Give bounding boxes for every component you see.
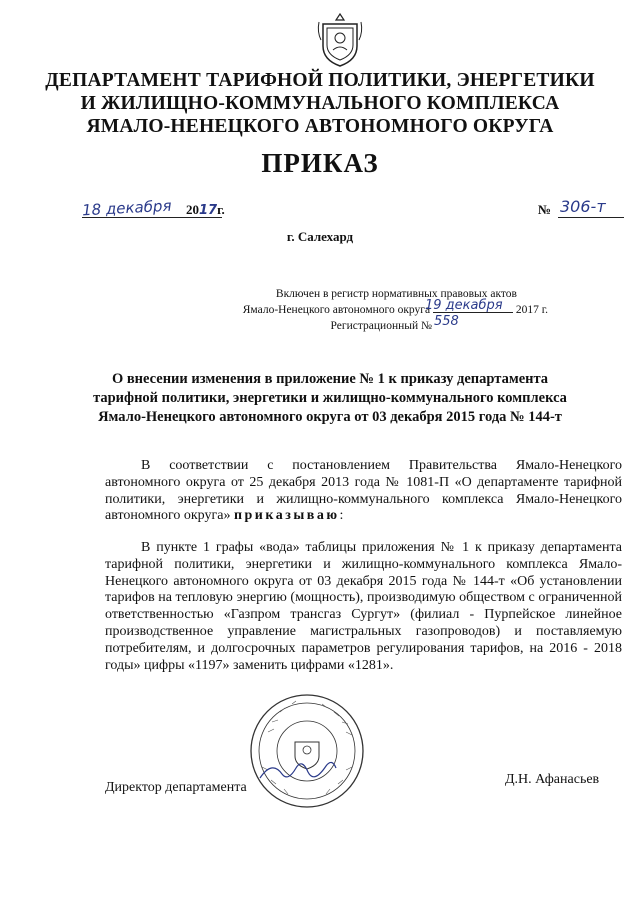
registry-line-1: Включен в регистр нормативных правовых актов (275, 288, 517, 300)
paragraph-1 (105, 458, 622, 525)
coat-of-arms-icon (315, 10, 365, 68)
number-underline (558, 217, 624, 218)
department-title-line-2: И ЖИЛИЩНО-КОММУНАЛЬНОГО КОМПЛЕКСА (80, 93, 560, 114)
paragraph-2-text: В пункте 1 графы «вода» таблицы приложения № 1 к приказу департамента тарифной политики, энергетики и жилищно-коммунального комплекса Ямало-Ненецкого автономного округа от 03 декабря 2015 года № 144-т «Об установлении тарифов на тепловую энергию (мощность), производимую обществом с ограниченной ответственностью «Газпром трансгаз Сургут» (филиал - Пурпейское линейное производственное управление магистральных газопроводов) и поставляемую потребителям, и долгосрочных параметров регулирования тарифов, на 2016 - 2018 годы» цифры «1197» заменить цифрами «1281». (105, 540, 622, 673)
handwritten-date: 18 декабря (81, 196, 172, 220)
number-label: № (538, 202, 552, 217)
handwritten-signature (258, 758, 338, 788)
city: г. Салехард (286, 229, 354, 244)
date-year (186, 202, 225, 218)
registry-date-handwritten: 19 декабря (425, 298, 503, 313)
subject-line-3: Ямало-Ненецкого автономного округа от 03 декабря 2015 года № 144-т (98, 409, 562, 425)
department-title-line-1: ДЕПАРТАМЕНТ ТАРИФНОЙ ПОЛИТИКИ, ЭНЕРГЕТИКИ (45, 70, 595, 91)
registry-line-3: Регистрационный № (330, 320, 432, 332)
year-prefix: 20 (186, 202, 199, 217)
registry-year: 2017 г. (515, 304, 548, 316)
year-suffix: г. (217, 202, 225, 217)
order-keyword: приказываю (233, 508, 340, 524)
official-seal (248, 692, 366, 810)
signatory-name: Д.Н. Афанасьев (505, 772, 600, 787)
registry-region: Ямало-Ненецкого автономного округа (242, 304, 431, 316)
paragraph-1-text: В соответствии с постановлением Правительства Ямало-Ненецкого автономного округа от 25 декабря 2013 года № 1081-П «О департаменте тарифной политики, энергетики и жилищно-коммунального комплекса Ямало-Ненецкого автономного округа» (105, 458, 622, 524)
signatory-position: Директор департамента (105, 780, 247, 795)
subject-line-2: тарифной политики, энергетики и жилищно-коммунального комплекса (93, 390, 567, 406)
document-type: ПРИКАЗ (261, 148, 379, 178)
subject-line-1: О внесении изменения в приложение № 1 к приказу департамента (111, 371, 549, 387)
order-subject (70, 370, 590, 427)
paragraph-1-end: : (339, 508, 344, 524)
registry-number-handwritten: 558 (434, 314, 459, 329)
year-handwritten: 17 (199, 203, 218, 218)
department-title-line-3: ЯМАЛО-НЕНЕЦКОГО АВТОНОМНОГО ОКРУГА (86, 116, 554, 137)
handwritten-number: 306-т (560, 197, 606, 216)
paragraph-2 (105, 540, 622, 674)
